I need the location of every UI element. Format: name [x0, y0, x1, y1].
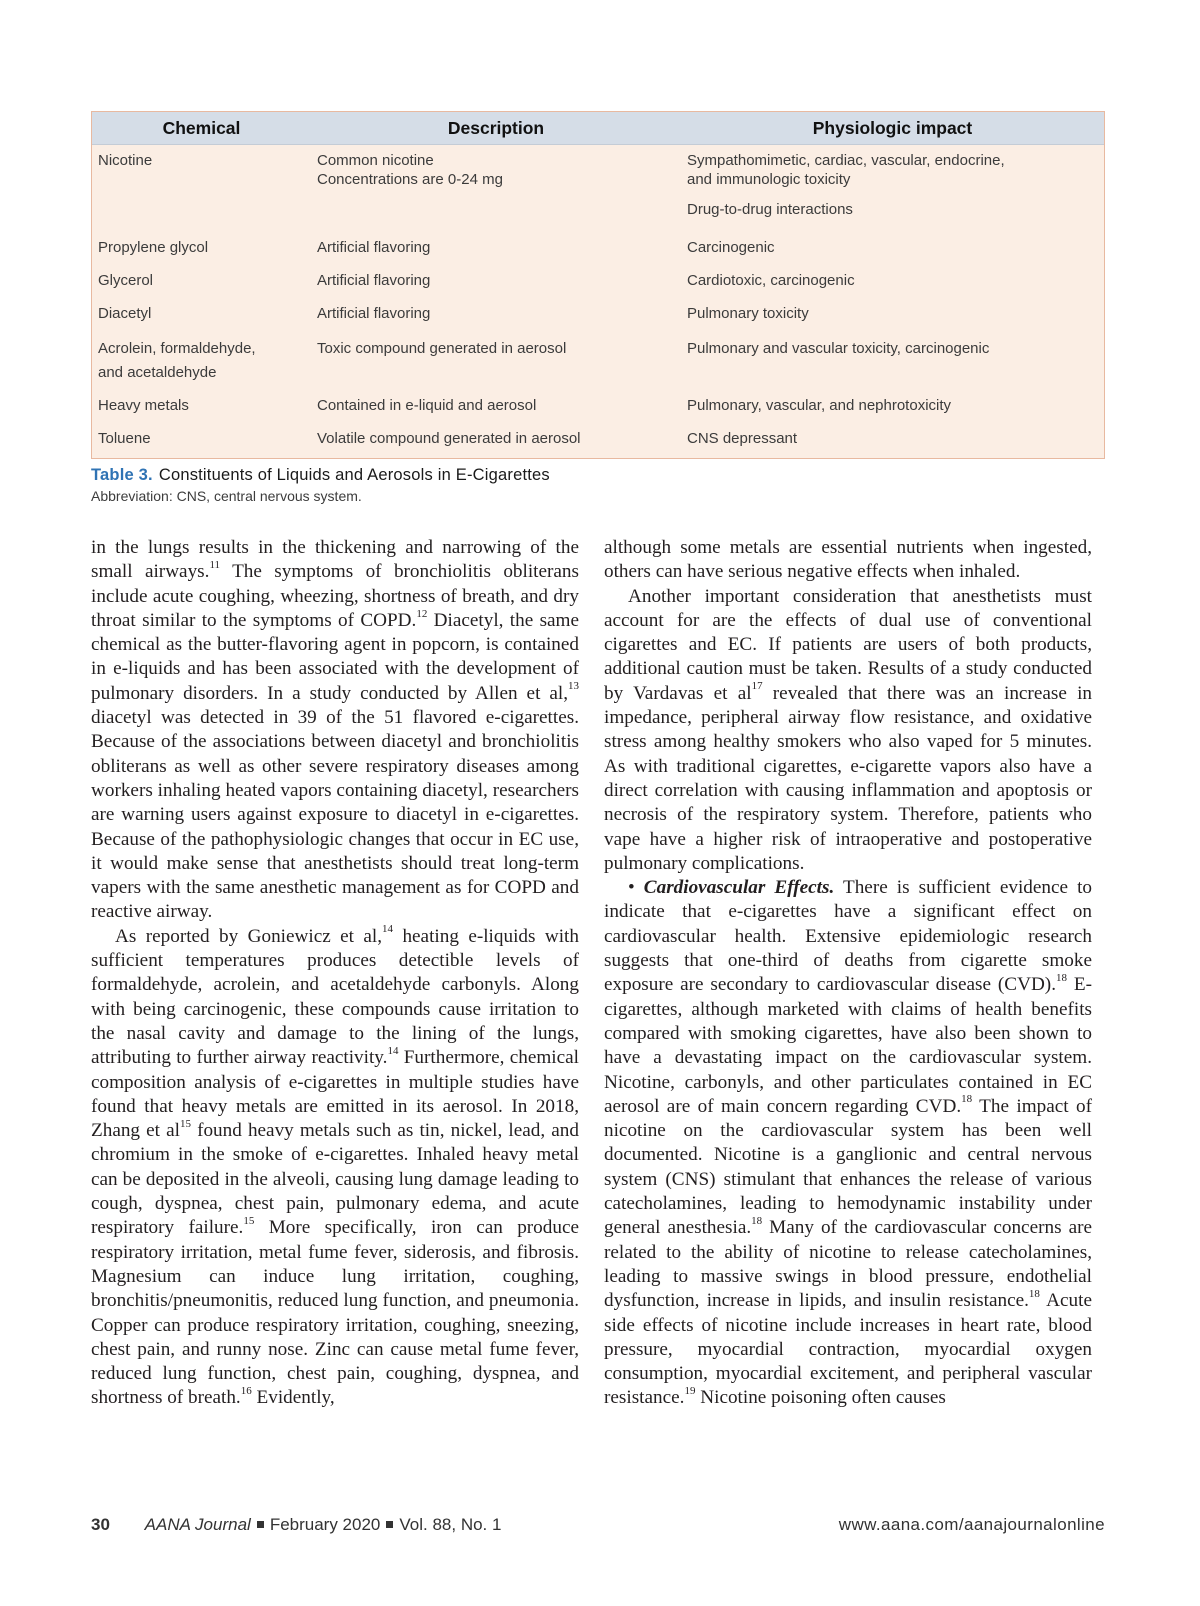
cell-text: Volatile compound generated in aerosol [317, 429, 581, 447]
body-column-right [604, 536, 1092, 1411]
body-text: As reported by Goniewicz et al, [115, 925, 383, 947]
body-text: heating e-liquids with sufficient temperatures produces detectible levels of formaldehyde, acrolein, and acetaldehyde carbonyls. Along with being carcinogenic, these compounds cause irritation to the nasal cavity and damage to the lining of the lungs, attributing to further airway reactivity. [91, 925, 579, 1069]
page-number: 30 [91, 1515, 110, 1534]
cell-chemical [92, 429, 311, 459]
body-paragraph [604, 876, 1092, 1411]
citation-superscript: 19 [684, 1385, 696, 1397]
cell-description [311, 396, 681, 429]
body-text: Diacetyl, the same chemical as the butter-flavoring agent in popcorn, is contained in e-liquids and has been associated with the development of pulmonary disorders. In a study conducted by Allen et al, [91, 609, 579, 704]
citation-superscript: 17 [751, 680, 763, 693]
citation-superscript: 16 [240, 1385, 252, 1397]
cell-description [311, 429, 681, 459]
citation-superscript: 12 [416, 607, 428, 620]
cell-impact [681, 304, 1104, 337]
constituents-table [91, 111, 1105, 459]
cell-text: Pulmonary toxicity [687, 304, 809, 322]
cell-text: Contained in e-liquid and aerosol [317, 396, 537, 414]
caption-note: Abbreviation: CNS, central nervous system. [91, 488, 362, 504]
cell-text: CNS depressant [687, 429, 798, 447]
header-physiologic-impact: Physiologic impact [681, 112, 1104, 145]
separator-square-icon [257, 1521, 264, 1528]
cell-text: Acrolein, formaldehyde, [98, 339, 256, 357]
citation-superscript: 15 [179, 1117, 191, 1130]
cell-impact [681, 271, 1104, 304]
table-row [92, 337, 1104, 396]
cell-text: Common nicotine [317, 152, 434, 169]
body-text: The symptoms of bronchiolitis obliterans include acute coughing, wheezing, shortness of breath, and dry throat similar to the symptoms of COPD. [91, 561, 579, 631]
table-caption [91, 466, 550, 504]
table-row [92, 396, 1104, 429]
body-paragraph [91, 536, 579, 925]
cell-text: Toxic compound generated in aerosol [317, 339, 567, 357]
cell-text: Nicotine [98, 152, 153, 169]
cell-text: Propylene glycol [98, 238, 209, 256]
cell-text: Artificial flavoring [317, 238, 431, 256]
body-text: • [628, 877, 644, 899]
table-row [92, 238, 1104, 271]
body-paragraph [91, 925, 579, 1411]
caption-line [91, 466, 550, 485]
issue-volume: Vol. 88, No. 1 [399, 1515, 502, 1534]
section-runin-heading: Cardiovascular Effects. [643, 877, 835, 899]
citation-superscript: 18 [961, 1093, 973, 1106]
header-description: Description [311, 112, 681, 145]
cell-description [311, 304, 681, 337]
cell-chemical [92, 271, 311, 304]
cell-chemical [92, 304, 311, 337]
body-text: diacetyl was detected in 39 of the 51 flavored e-cigarettes. Because of the associations between diacetyl and bronchiolitis obliterans as well as other severe respiratory diseases among workers inhaling heated vapors containing diacetyl, researchers are warning users against exposure to diacetyl in e-cigarettes. Because of the pathophysiologic changes that occur in EC use, it would make sense that anesthetists should treat long-term vapers with the same anesthetic management as for COPD and reactive airway. [91, 707, 579, 923]
citation-superscript: 11 [209, 558, 221, 571]
caption-label: Table 3. [91, 466, 153, 484]
cell-text: Pulmonary, vascular, and nephrotoxicity [687, 396, 952, 414]
table-row [92, 304, 1104, 337]
table-grid [92, 112, 1104, 459]
journal-name: AANA Journal [144, 1515, 251, 1534]
body-text: Nicotine poisoning often causes [695, 1387, 946, 1409]
body-text: There is sufficient evidence to indicate that e-cigarettes have a significant effect on cardiovascular health. Extensive epidemiologic research suggests that one-third of deaths from cigarette smoke exposure are secondary to cardiovascular disease (CVD). [604, 877, 1093, 996]
citation-superscript: 13 [568, 680, 579, 693]
issue-date: February 2020 [269, 1515, 381, 1534]
body-text: Furthermore, chemical composition analysis of e-cigarettes in multiple studies have found that heavy metals are emitted in its aerosol. In 2018, Zhang et al [91, 1047, 579, 1142]
table-row [92, 429, 1104, 459]
body-text: More specifically, iron can produce respiratory irritation, metal fume fever, siderosis, and fibrosis. Magnesium can induce lung irritation, coughing, bronchitis/pneumonitis, reduced lung function, and pneumonia. Copper can produce respiratory irritation, coughing, sneezing, chest pain, and runny nose. Zinc can cause metal fume fever, reduced lung function, chest pain, coughing, dyspnea, and shortness of breath. [91, 1217, 579, 1409]
cell-impact [681, 145, 1104, 238]
cell-description [311, 271, 681, 304]
body-text: E-cigarettes, although marketed with claims of health benefits compared with smoking cigarettes, have also been shown to have a devastating impact on the cardiovascular system. Nicotine, carbonyls, and other particulates contained in EC aerosol are of main concern regarding CVD. [604, 974, 1092, 1117]
body-column-left [91, 536, 579, 1411]
cell-impact [681, 238, 1104, 271]
cell-text: Diacetyl [98, 304, 152, 322]
body-paragraph [604, 585, 1092, 877]
body-text: although some metals are essential nutrients when ingested, others can have serious negative effects when inhaled. [604, 537, 1092, 583]
body-text: Evidently, [251, 1387, 335, 1409]
cell-chemical [92, 238, 311, 271]
cell-text: Artificial flavoring [317, 304, 431, 322]
caption-title: Constituents of Liquids and Aerosols in E-Cigarettes [158, 466, 550, 484]
body-text: Another important consideration that anesthetists must account for are the effects of dual use of conventional cigarettes and EC. If patients are users of both products, additional caution must be taken. Results of a study conducted by Vardavas et al [604, 585, 1092, 704]
separator-square-icon [386, 1521, 393, 1528]
cell-text: Artificial flavoring [317, 271, 431, 289]
page-footer [91, 1515, 1105, 1539]
body-text: revealed that there was an increase in impedance, peripheral airway flow resistance, and oxidative stress among healthy smokers who also vaped for 5 minutes. As with traditional cigarettes, e-cigarette vapors also have a direct correlation with causing inflammation and apoptosis or necrosis of the respiratory system. Therefore, patients who vape have a higher risk of intraoperative and postoperative pulmonary complications. [604, 682, 1092, 874]
cell-impact [681, 396, 1104, 429]
body-text: Many of the cardiovascular concerns are related to the ability of nicotine to release catecholamines, leading to massive swings in blood pressure, endothelial dysfunction, increase in lipids, and insulin resistance. [604, 1217, 1092, 1312]
cell-text: and immunologic toxicity [687, 171, 851, 188]
cell-chemical [92, 396, 311, 429]
citation-superscript: 18 [751, 1214, 763, 1227]
cell-chemical [92, 337, 311, 396]
cell-text: Heavy metals [98, 396, 189, 414]
cell-description [311, 337, 681, 396]
body-paragraph [604, 536, 1092, 585]
cell-chemical [92, 145, 311, 238]
body-text: Acute side effects of nicotine include increases in heart rate, blood pressure, myocardial contraction, myocardial oxygen consumption, myocardial excitement, and peripheral vascular resistance. [604, 1290, 1092, 1409]
cell-text: Drug-to-drug interactions [687, 201, 853, 218]
cell-description [311, 238, 681, 271]
body-text: The impact of nicotine on the cardiovascular system has been well documented. Nicotine is a ganglionic and central nervous system (CNS) stimulant that enhances the release of various catecholamines, leading to hemodynamic instability under general anesthesia. [604, 1095, 1092, 1239]
cell-impact [681, 337, 1104, 396]
header-chemical: Chemical [92, 112, 311, 145]
citation-superscript: 15 [243, 1214, 255, 1227]
cell-impact [681, 429, 1104, 459]
cell-text: and acetaldehyde [98, 363, 217, 381]
cell-text: Glycerol [98, 271, 154, 289]
body-text: in the lungs results in the thickening and narrowing of the small airways. [91, 537, 579, 583]
cell-description [311, 145, 681, 238]
citation-superscript: 18 [1056, 971, 1067, 984]
table-row [92, 145, 1104, 238]
citation-superscript: 14 [382, 923, 394, 936]
cell-text: Concentrations are 0-24 mg [317, 171, 503, 188]
table-header-row [92, 112, 1104, 145]
journal-url[interactable]: www.aana.com/aanajournalonline [838, 1515, 1105, 1534]
citation-superscript: 18 [1028, 1287, 1040, 1300]
body-text: found heavy metals such as tin, nickel, lead, and chromium in the smoke of e-cigarettes. Inhaled heavy metal can be deposited in the alveoli, causing lung damage leading to cough, dyspnea, chest pain, pulmonary edema, and acute respiratory failure. [91, 1120, 579, 1239]
cell-text: Cardiotoxic, carcinogenic [687, 271, 855, 289]
citation-superscript: 14 [387, 1044, 399, 1057]
cell-text: Toluene [98, 429, 151, 447]
cell-text: Sympathomimetic, cardiac, vascular, endocrine, [687, 152, 1005, 169]
table-row [92, 271, 1104, 304]
cell-text: Pulmonary and vascular toxicity, carcinogenic [687, 339, 990, 357]
cell-text: Carcinogenic [687, 238, 775, 256]
